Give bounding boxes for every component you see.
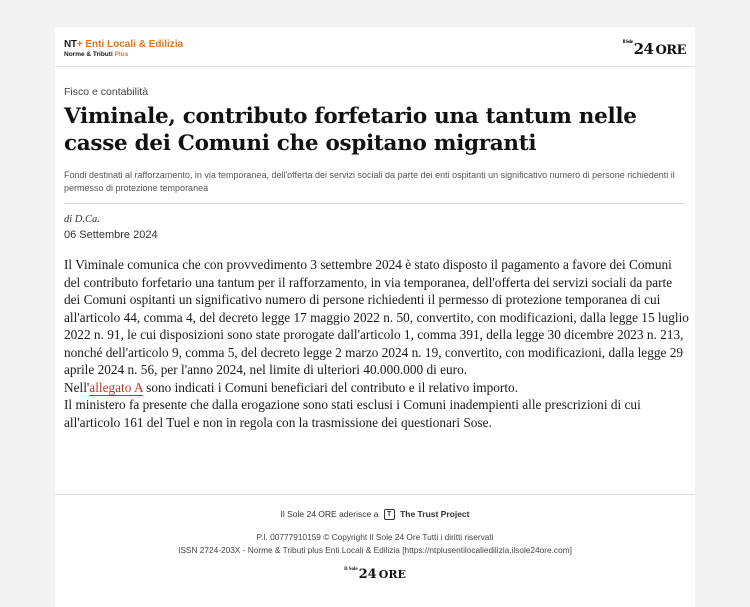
brand-title [64, 40, 183, 50]
allegato-a-link[interactable]: allegato A [89, 379, 143, 395]
footer-logo-ore: ORE [378, 568, 406, 581]
sole24ore-logo[interactable] [623, 40, 686, 58]
brand-sub-plus: Plus [114, 51, 129, 58]
trust-project-line [55, 509, 695, 520]
footer-logo-il-sole: Il Sole [344, 567, 358, 572]
article-subtitle: Fondi destinati al rafforzamento, in via temporanea, dell'offerta dei servizi sociali da parte dei enti ospitanti un significativo numero di persone richiedenti il permesso di protezione temporanea [64, 170, 675, 193]
brand-nt: NT [64, 39, 77, 50]
issn-text: ISSN 2724-203X - Norme & Tributi plus Enti Locali & Edilizia [https://ntplusentilocaliedilizia.ilsole24ore.com] [178, 545, 572, 555]
brand-plus-sign: + [76, 39, 83, 50]
brand-logo[interactable] [64, 40, 183, 59]
divider [64, 203, 685, 204]
footer-logo-24: 24 [358, 567, 377, 582]
body-paragraph-2 [64, 379, 690, 397]
article-title: Viminale, contributo forfetario una tantum nelle casse dei Comuni che ospitano migranti [64, 104, 637, 156]
para2-suffix: sono indicati i Comuni beneficiari del contributo e il relativo importo. [142, 379, 519, 395]
footer-sole24ore-logo[interactable] [55, 567, 695, 582]
trust-project-link[interactable]: The Trust Project [400, 509, 470, 519]
copyright-text: P.I. 00777910159 © Copyright Il Sole 24 Ore Tutti i diritti riservati [256, 532, 494, 542]
site-header [55, 27, 695, 67]
article-date: 06 Settembre 2024 [64, 229, 158, 241]
trust-project-icon: T [384, 509, 395, 520]
logo-24: 24 [633, 40, 654, 58]
brand-name: Enti Locali & Edilizia [85, 39, 184, 50]
footer-divider [55, 494, 695, 495]
body-paragraph-1: Il Viminale comunica che con provvedimento 3 settembre 2024 è stato disposto il pagamento a favore dei Comuni del contributo forfetario una tantum per il rafforzamento, in via temporanea, dell'offerta dei servizi sociali da parte dei Comuni ospitanti un significativo numero di persone richiedenti il permesso di protezione temporanea di cui all'articolo 44, comma 4, del decreto legge 17 maggio 2022 n. 50, convertito, con modificazioni, dalla legge 15 luglio 2022 n. 91, le cui disposizioni sono state prorogate dall'articolo 1, comma 391, della legge 30 dicembre 2023 n. 213, nonché dell'articolo 9, comma 5, del decreto legge 2 marzo 2024 n. 19, convertito, con modificazioni, dalla legge 29 aprile 2024 n. 56, per l'anno 2024, nel limite di ulteriori 40.000.000 di euro. [64, 257, 689, 377]
trust-prefix: Il Sole 24 ORE aderisce a [280, 509, 379, 519]
logo-il-sole: Il Sole [622, 40, 633, 45]
body-paragraph-3: Il ministero fa presente che dalla erogazione sono stati esclusi i Comuni inadempienti alle prescrizioni di cui all'articolo 161 del Tuel e non in regola con la trasmissione dei questionari Sose. [64, 397, 641, 430]
article-author: di D.Ca. [64, 214, 100, 225]
brand-subtitle [64, 52, 183, 59]
brand-sub: Norme & Tributi [64, 51, 113, 58]
article-page [55, 27, 695, 607]
logo-ore: ORE [655, 43, 686, 58]
article-body [64, 256, 690, 431]
section-label[interactable]: Fisco e contabilità [64, 86, 149, 98]
para2-prefix: Nell' [64, 379, 90, 395]
